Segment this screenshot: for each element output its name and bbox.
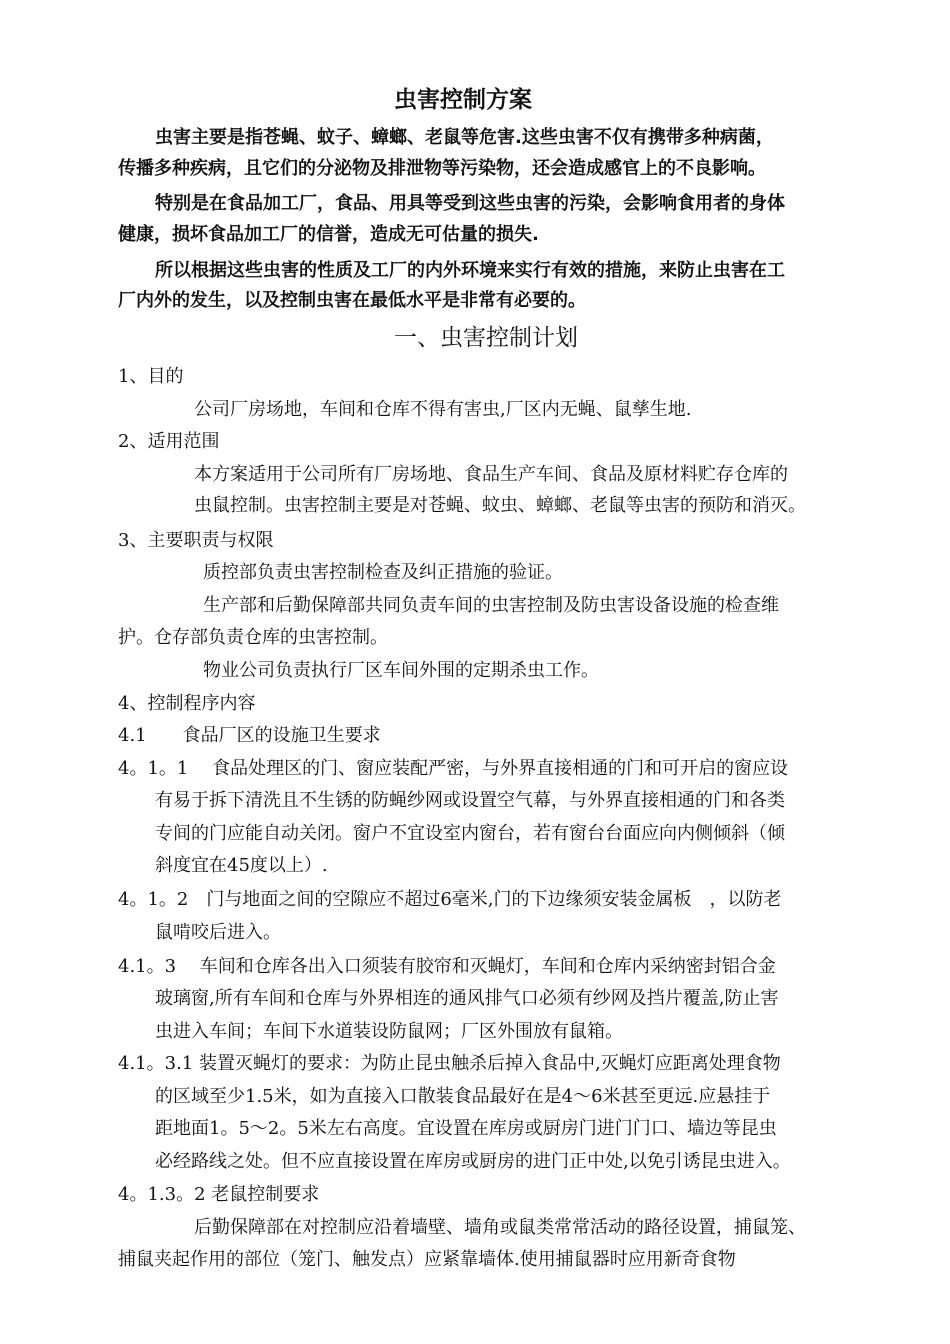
body-line: 公司厂房场地，车间和仓库不得有害虫,厂区内无蝇、鼠孳生地. bbox=[194, 399, 692, 420]
body-line: 捕鼠夹起作用的部位（笼门、触发点）应紧靠墙体.使用捕鼠器时应用新奇食物 bbox=[118, 1249, 736, 1270]
body-line: 4.1 食品厂区的设施卫生要求 bbox=[118, 725, 381, 746]
body-line: 4。1。1 食品处理区的门、窗应装配严密，与外界直接相通的门和可开启的窗应设 bbox=[118, 758, 789, 779]
body-line: 后勤保障部在对控制应沿着墙壁、墙角或鼠类常常活动的路径设置，捕鼠笼、 bbox=[194, 1217, 806, 1238]
body-line: 3、主要职责与权限 bbox=[118, 530, 274, 551]
body-line: 斜度宜在45度以上）. bbox=[155, 855, 328, 876]
body-line: 专间的门应能自动关闭。窗户不宜设室内窗台，若有窗台台面应向内侧倾斜（倾 bbox=[155, 823, 785, 844]
intro-line: 特别是在食品加工厂，食品、用具等受到这些虫害的污染，会影响食用者的身体 bbox=[155, 193, 785, 214]
body-line: 鼠啃咬后进入。 bbox=[155, 922, 281, 943]
section-heading: 一、虫害控制计划 bbox=[394, 325, 578, 351]
body-line: 距地面1。5～2。5米左右高度。宜设置在库房或厨房门进门门口、墙边等昆虫 bbox=[155, 1118, 777, 1139]
body-line: 护。仓存部负责仓库的虫害控制。 bbox=[118, 627, 388, 648]
intro-line: 所以根据这些虫害的性质及工厂的内外环境来实行有效的措施，来防止虫害在工 bbox=[155, 260, 785, 281]
body-line: 虫鼠控制。虫害控制主要是对苍蝇、蚊虫、蟑螂、老鼠等虫害的预防和消灭。 bbox=[194, 495, 806, 516]
body-line: 4。1。2 门与地面之间的空隙应不超过6毫米,门的下边缘须安装金属板 ，以防老 bbox=[118, 889, 782, 910]
intro-line: 厂内外的发生，以及控制虫害在最低水平是非常有必要的。 bbox=[118, 290, 586, 311]
body-line: 4、控制程序内容 bbox=[118, 693, 256, 714]
body-line: 1、目的 bbox=[118, 366, 184, 387]
intro-line: 健康，损坏食品加工厂的信誉，造成无可估量的损失. bbox=[118, 224, 539, 245]
body-line: 玻璃窗,所有车间和仓库与外界相连的通风排气口必须有纱网及挡片覆盖,防止害 bbox=[155, 988, 779, 1009]
body-line: 生产部和后勤保障部共同负责车间的虫害控制及防虫害设备设施的检查维 bbox=[203, 595, 779, 616]
body-line: 有易于拆下清洗且不生锈的防蝇纱网或设置空气幕，与外界直接相通的门和各类 bbox=[155, 790, 785, 811]
body-line: 本方案适用于公司所有厂房场地、食品生产车间、食品及原材料贮存仓库的 bbox=[194, 464, 788, 485]
body-line: 4.1。3 车间和仓库各出入口须装有胶帘和灭蝇灯，车间和仓库内采纳密封铝合金 bbox=[118, 956, 776, 977]
body-line: 4.1。3.1 装置灭蝇灯的要求：为防止昆虫触杀后掉入食品中,灭蝇灯应距离处理食物 bbox=[118, 1053, 781, 1074]
body-line: 必经路线之处。但不应直接设置在库房或厨房的进门正中处,以免引诱昆虫进入。 bbox=[155, 1151, 791, 1172]
intro-line: 传播多种疾病，且它们的分泌物及排泄物等污染物，还会造成感官上的不良影响。 bbox=[118, 158, 766, 179]
doc-title: 虫害控制方案 bbox=[394, 87, 532, 113]
body-line: 2、适用范围 bbox=[118, 431, 220, 452]
intro-line: 虫害主要是指苍蝇、蚊子、蟑螂、老鼠等危害.这些虫害不仅有携带多种病菌， bbox=[155, 127, 774, 148]
body-line: 4。1.3。2 老鼠控制要求 bbox=[118, 1184, 320, 1205]
body-line: 的区域至少1.5米，如为直接入口散装食品最好在是4～6米甚至更远.应悬挂于 bbox=[155, 1086, 771, 1107]
body-line: 物业公司负责执行厂区车间外围的定期杀虫工作。 bbox=[203, 660, 599, 681]
body-line: 虫进入车间；车间下水道装设防鼠网；厂区外围放有鼠箱。 bbox=[155, 1021, 623, 1042]
body-line: 质控部负责虫害控制检查及纠正措施的验证。 bbox=[203, 562, 563, 583]
